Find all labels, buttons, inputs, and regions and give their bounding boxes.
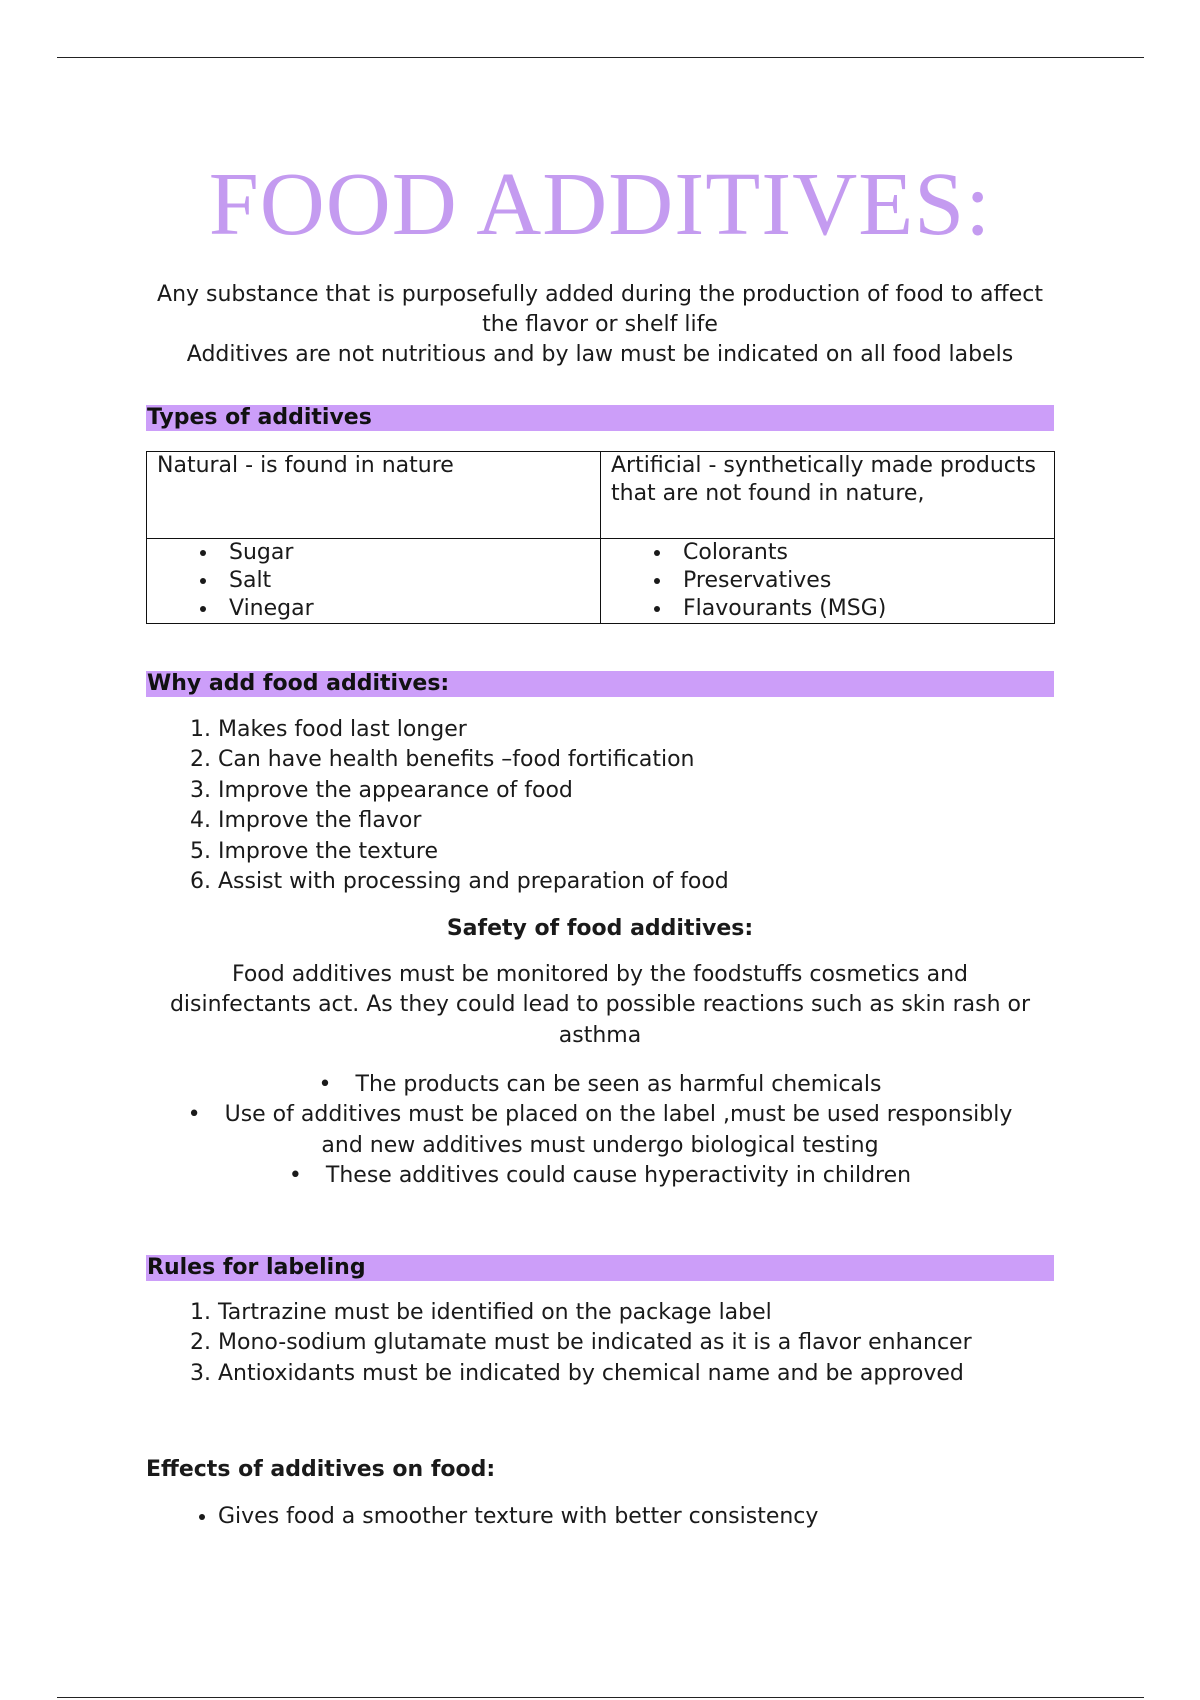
intro-note: Additives are not nutritious and by law must be indicated on all food labels	[186, 342, 1014, 367]
intro-definition: Any substance that is purposefully added during the production of food to affect the flavor or shelf life	[157, 282, 1043, 337]
list-item: • Flavourants (MSG)	[673, 595, 1044, 623]
list-item: 3. Improve the appearance of food	[218, 776, 1118, 806]
list-item	[170, 1161, 1030, 1191]
types-table-header-row	[147, 452, 1055, 539]
list-item: • Colorants	[673, 539, 1044, 567]
bottom-rule	[57, 1697, 1144, 1698]
artificial-cell: Artificial - synthetically made products that are not found in nature,	[601, 452, 1055, 539]
natural-cell: Natural - is found in nature	[147, 452, 601, 539]
labeling-heading: Rules for labeling	[146, 1255, 1054, 1281]
bullet-icon: •	[288, 1163, 302, 1189]
list-item: • Gives food a smoother texture with better consistency	[218, 1502, 818, 1532]
list-item: 2. Mono-sodium glutamate must be indicated as it is a flavor enhancer	[218, 1328, 1118, 1358]
page-title: FOOD ADDITIVES:	[208, 155, 992, 254]
effects-list	[170, 1502, 818, 1532]
why-list	[170, 715, 1118, 897]
list-item: • Sugar	[219, 539, 590, 567]
labeling-list	[170, 1298, 1118, 1389]
types-table-items-row	[147, 539, 1055, 624]
list-item: • Salt	[219, 567, 590, 595]
list-item: 1. Tartrazine must be identified on the package label	[218, 1298, 1118, 1328]
list-item	[170, 1100, 1030, 1161]
top-rule	[57, 57, 1144, 58]
list-item: 1. Makes food last longer	[218, 715, 1118, 745]
list-item: 5. Improve the texture	[218, 837, 1118, 867]
intro-text	[145, 280, 1055, 370]
bullet-icon: •	[318, 1072, 332, 1097]
list-item: • Preservatives	[673, 567, 1044, 595]
bullet-text: The products can be seen as harmful chemicals	[355, 1072, 882, 1097]
natural-items-list	[157, 539, 590, 623]
list-item: 6. Assist with processing and preparation of food	[218, 867, 1118, 897]
artificial-items-list	[611, 539, 1044, 623]
bullet-text: These additives could cause hyperactivity in children	[325, 1163, 912, 1189]
types-heading: Types of additives	[146, 405, 1054, 431]
effects-heading: Effects of additives on food:	[146, 1457, 496, 1482]
bullet-icon: •	[187, 1102, 201, 1128]
safety-paragraph: Food additives must be monitored by the foodstuffs cosmetics and disinfectants act. As they could lead to possible reactions such as skin rash or asthma	[169, 962, 1031, 1048]
natural-items-cell	[147, 539, 601, 624]
list-item: 2. Can have health benefits –food fortification	[218, 745, 1118, 775]
list-item	[170, 1070, 1030, 1100]
list-item: • Vinegar	[219, 595, 590, 623]
safety-bullets	[170, 1070, 1030, 1192]
list-item: 3. Antioxidants must be indicated by chemical name and be approved	[218, 1359, 1118, 1389]
bullet-text: Use of additives must be placed on the label ,must be used responsibly and new additives must undergo biological testing	[224, 1102, 1013, 1158]
why-heading: Why add food additives:	[146, 671, 1054, 697]
types-table	[146, 451, 1055, 624]
list-item: 4. Improve the flavor	[218, 806, 1118, 836]
artificial-items-cell	[601, 539, 1055, 624]
safety-heading: Safety of food additives:	[446, 916, 754, 941]
